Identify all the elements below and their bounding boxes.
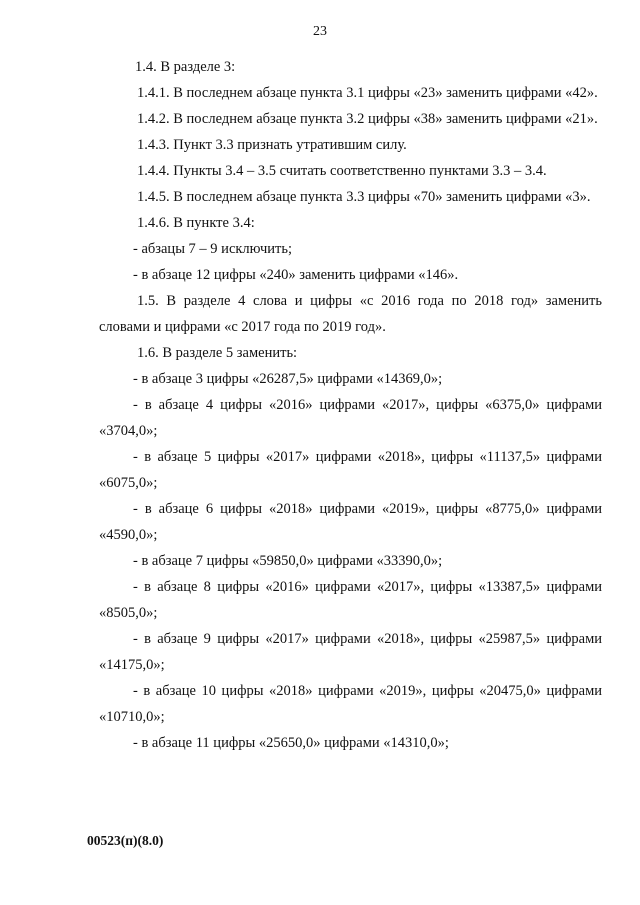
list-item: - в абзаце 8 цифры «2016» цифрами «2017», цифры «13387,5» цифрами «8505,0»;: [99, 579, 602, 621]
paragraph-1-4-1: 1.4.1. В последнем абзаце пункта 3.1 цифры «23» заменить цифрами «42».: [137, 85, 598, 101]
paragraph-1-4: 1.4. В разделе 3:: [135, 59, 236, 75]
list-item: - в абзаце 12 цифры «240» заменить цифрами «146».: [133, 267, 459, 283]
list-item: - в абзаце 10 цифры «2018» цифрами «2019», цифры «20475,0» цифрами «10710,0»;: [99, 683, 602, 725]
list-item: - в абзаце 6 цифры «2018» цифрами «2019», цифры «8775,0» цифрами «4590,0»;: [99, 501, 602, 543]
list-item: - в абзаце 7 цифры «59850,0» цифрами «33390,0»;: [133, 553, 443, 569]
list-item: - в абзаце 11 цифры «25650,0» цифрами «14310,0»;: [133, 735, 449, 751]
list-item: - в абзаце 3 цифры «26287,5» цифрами «14369,0»;: [133, 371, 443, 387]
paragraph-1-4-2: 1.4.2. В последнем абзаце пункта 3.2 цифры «38» заменить цифрами «21».: [137, 111, 598, 127]
paragraph-1-4-5: 1.4.5. В последнем абзаце пункта 3.3 цифры «70» заменить цифрами «3».: [137, 189, 591, 205]
page-number: 23: [313, 24, 327, 39]
document-body: [99, 54, 602, 756]
list-item: - в абзаце 4 цифры «2016» цифрами «2017», цифры «6375,0» цифрами «3704,0»;: [99, 397, 602, 439]
paragraph-1-4-6: 1.4.6. В пункте 3.4:: [137, 215, 255, 231]
list-item: - абзацы 7 – 9 исключить;: [133, 241, 292, 257]
document-code: 00523(п)(8.0): [87, 833, 164, 848]
paragraph-1-4-4: 1.4.4. Пункты 3.4 – 3.5 считать соответственно пунктами 3.3 – 3.4.: [137, 163, 547, 179]
paragraph-1-4-3: 1.4.3. Пункт 3.3 признать утратившим силу.: [137, 137, 407, 153]
list-item: - в абзаце 9 цифры «2017» цифрами «2018», цифры «25987,5» цифрами «14175,0»;: [99, 631, 602, 673]
list-item: - в абзаце 5 цифры «2017» цифрами «2018», цифры «11137,5» цифрами «6075,0»;: [99, 449, 602, 491]
paragraph-1-6: 1.6. В разделе 5 заменить:: [137, 345, 298, 361]
paragraph-1-5: 1.5. В разделе 4 слова и цифры «с 2016 года по 2018 год» заменить словами и цифрами «с 2017 года по 2019 год».: [99, 293, 602, 335]
